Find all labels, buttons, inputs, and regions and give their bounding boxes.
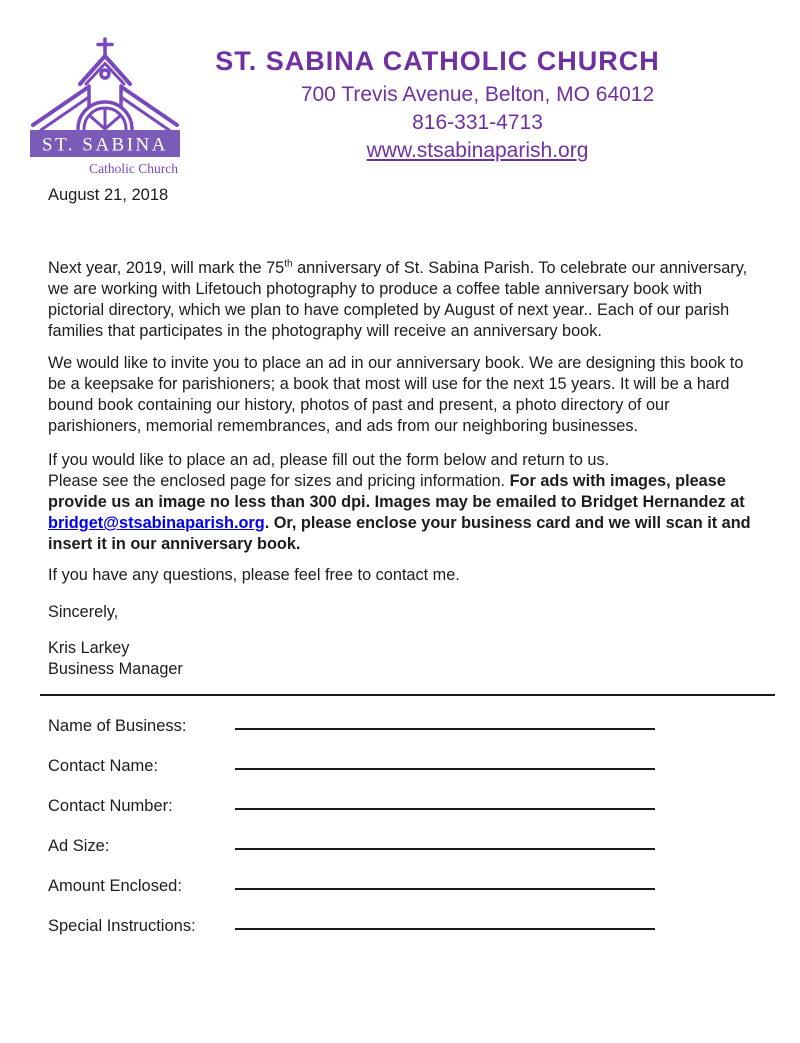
name-of-business-label: Name of Business: [48, 717, 187, 735]
ad-form-sentence: If you would like to place an ad, please fill out the form below and return to us. [48, 451, 610, 469]
form-divider [40, 694, 775, 696]
paragraph-ad-instructions [48, 450, 756, 555]
form-row-ad-size [0, 836, 800, 856]
logo-tagline-text: Catholic Church [89, 161, 178, 176]
paragraph-invitation: We would like to invite you to place an ad in our anniversary book. We are designing this book to be a keepsake for parishioners; a book that most will use for the next 15 years. It will be a hard bound book containing our history, photos of past and present, a photo directory of our parishioners, memorial remembrances, and ads from our neighboring businesses. [48, 354, 744, 435]
letterhead-text-block [185, 46, 770, 163]
amount-enclosed-label: Amount Enclosed: [48, 877, 182, 895]
special-instructions-label: Special Instructions: [48, 917, 196, 935]
letterhead [0, 0, 800, 176]
church-name: ST. SABINA CATHOLIC CHURCH [215, 46, 660, 76]
signature-name: Kris Larkey [48, 639, 130, 657]
ad-order-form [0, 716, 800, 936]
signature-block [48, 638, 756, 680]
form-row-contact-number [0, 796, 800, 816]
ad-size-label: Ad Size: [48, 837, 110, 855]
form-row-name-of-business [0, 716, 800, 736]
paragraph-anniversary: Next year, 2019, will mark the 75th anniversary of St. Sabina Parish. To celebrate our anniversary, we are working with Lifetouch photography to produce a coffee table anniversary book with pictorial directory, which we plan to have completed by August of next year.. Each of our parish families that participates in the photography will receive an anniversary book. [48, 258, 748, 340]
church-building-icon [25, 33, 185, 178]
ad-size-fill-line [235, 836, 655, 850]
church-website-link[interactable]: www.stsabinaparish.org [366, 139, 589, 162]
contact-number-label: Contact Number: [48, 797, 173, 815]
logo-name-text: ST. SABINA [42, 134, 168, 156]
church-phone: 816-331-4713 [412, 111, 543, 134]
church-logo [25, 33, 185, 178]
letter-body [0, 185, 800, 936]
form-row-contact-name [0, 756, 800, 776]
name-of-business-fill-line [235, 716, 655, 730]
superscript-th: th [284, 258, 293, 270]
contact-number-fill-line [235, 796, 655, 810]
business-card-bold-text: . Or, please enclose your business card and we will scan it and insert it in our anniversary book. [48, 514, 751, 553]
contact-name-fill-line [235, 756, 655, 770]
church-address: 700 Trevis Avenue, Belton, MO 64012 [300, 83, 655, 106]
paragraph-questions: If you have any questions, please feel free to contact me. [48, 566, 460, 584]
form-row-amount-enclosed [0, 876, 800, 896]
pricing-sentence: Please see the enclosed page for sizes and pricing information. [48, 472, 510, 490]
form-row-special-instructions [0, 916, 800, 936]
image-requirements-bold-text: For ads with images, please provide us an image no less than 300 dpi. Images may be emailed to Bridget Hernandez at [48, 472, 745, 511]
closing: Sincerely, [48, 603, 119, 621]
signature-title: Business Manager [48, 660, 183, 678]
email-link[interactable]: bridget@stsabinaparish.org [48, 514, 265, 532]
special-instructions-fill-line [235, 916, 655, 930]
amount-enclosed-fill-line [235, 876, 655, 890]
contact-name-label: Contact Name: [48, 757, 159, 775]
letter-date: August 21, 2018 [48, 186, 169, 204]
